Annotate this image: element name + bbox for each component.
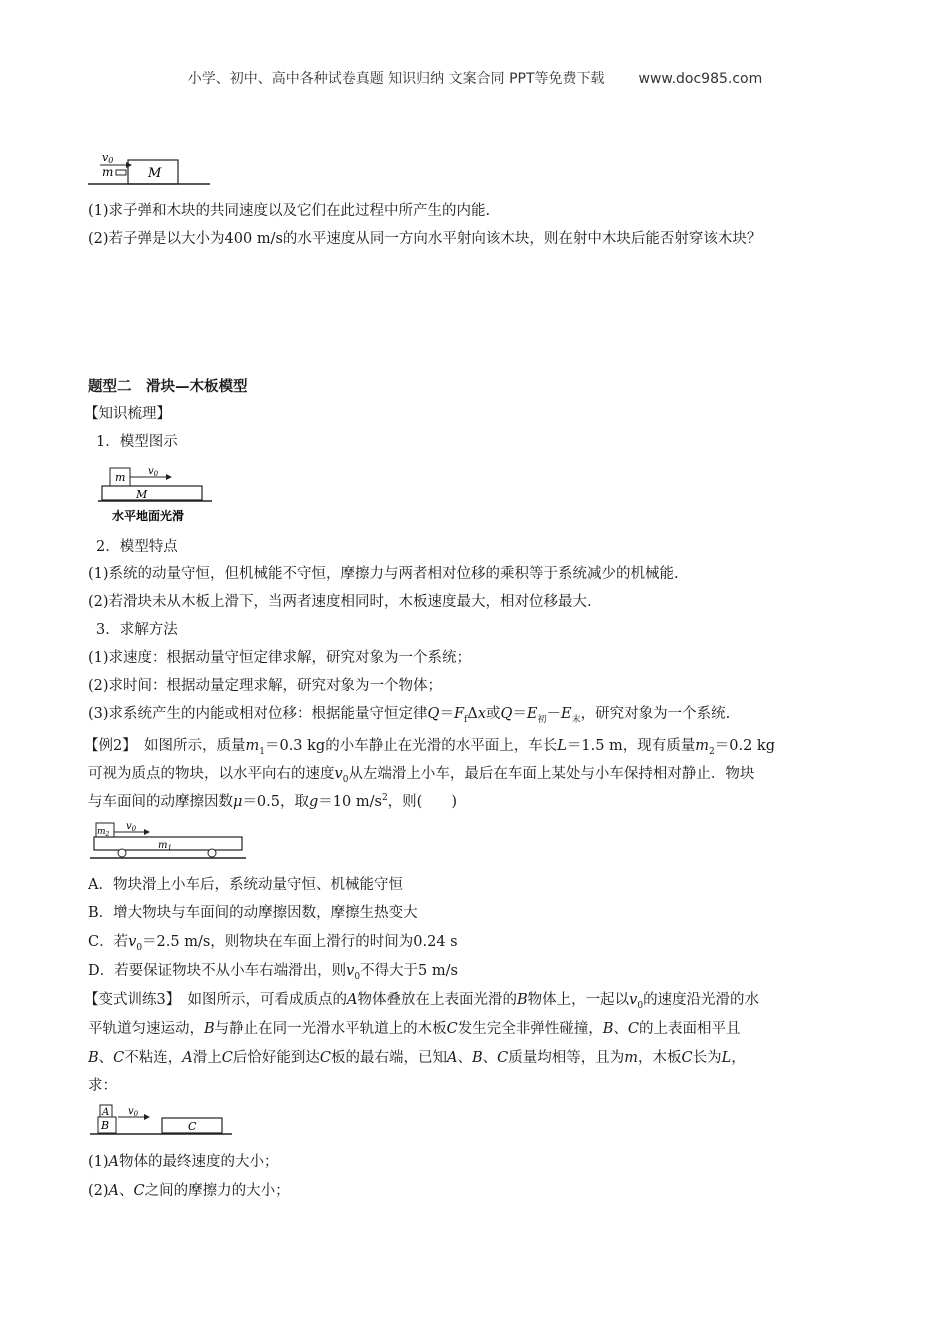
variant3-q2: (2)A、C之间的摩擦力的大小； <box>88 1183 290 1199</box>
fig2-v-label: $v_0$ <box>148 466 159 478</box>
figure-bullet-block <box>88 148 218 188</box>
fig3-wheel-right <box>208 849 216 857</box>
variant3-line3: B、C不粘连，A滑上C后恰好能到达C板的最右端，已知A、B、C质量均相等，且为m，木板C长为L， <box>88 1050 746 1066</box>
fig4-label-b: B <box>101 1119 110 1132</box>
fig3-wheel-left <box>118 849 126 857</box>
fig2-board-label: M <box>136 488 148 501</box>
fig1-bullet <box>116 170 126 175</box>
fig2-slider-label: m <box>115 471 126 484</box>
method-1: (1)求速度：根据动量守恒定律求解，研究对象为一个系统； <box>88 650 472 666</box>
item2-heading: 2．模型特点 <box>96 539 178 555</box>
q1-part1: (1)求子弹和木块的共同速度以及它们在此过程中所产生的内能. <box>88 203 491 219</box>
variant3-line4: 求： <box>88 1078 117 1094</box>
arrow-head-icon <box>166 474 172 480</box>
item1-heading: 1．模型图示 <box>96 434 178 450</box>
arrow-head-icon <box>144 829 150 835</box>
fig2-board <box>102 486 202 500</box>
example2-line3: 与车面间的动摩擦因数μ＝0.5，取g＝10 $m/s^2$，则( ) <box>88 793 457 810</box>
feature-1: (1)系统的动量守恒，但机械能不守恒，摩擦力与两者相对位移的乘积等于系统减少的机械能. <box>88 566 679 582</box>
variant3-line1: 【变式训练3】 如图所示，可看成质点的A物体叠放在上表面光滑的B物体上，一起以$v_0$的速度沿光滑的水 <box>84 992 760 1011</box>
fig1-bullet-label: m <box>102 165 114 179</box>
example2-line2: 可视为质点的物块，以水平向右的速度$v_0$从左端滑上小车，最后在车面上某处与小车保持相对静止．物块 <box>88 766 755 785</box>
fig3-v-label: $v_0$ <box>126 821 137 833</box>
knowledge-heading: 【知识梳理】 <box>84 406 171 422</box>
figure-abc <box>90 1102 240 1138</box>
fig3-cart-label: $m_1$ <box>158 840 172 852</box>
fig3-block-label: $m_2$ <box>97 827 110 838</box>
example2-line1: 【例2】 如图所示，质量$m_1=0.3$ kg的小车静止在光滑的水平面上，车长L＝1.5 m，现有质量$m_2=0.2$ kg <box>84 738 776 757</box>
arrow-head-icon <box>144 1114 150 1120</box>
q1-part2: (2)若子弹是以大小为400 m/s的水平速度从同一方向水平射向该木块，则在射中木块后能否射穿该木块？ <box>88 231 762 247</box>
option-d: D．若要保证物块不从小车右端滑出，则$v_0$不得大于5 m/s <box>88 963 458 982</box>
fig1-block-label: M <box>148 166 162 181</box>
header-site: www.doc985.com <box>638 71 763 87</box>
option-c: C．若$v_0=2.5$ m/s，则物块在车面上滑行的时间为0.24 s <box>88 934 458 953</box>
option-a: A．物块滑上小车后，系统动量守恒、机械能守恒 <box>88 877 403 893</box>
header-text: 小学、初中、高中各种试卷真题 知识归纳 文案合同 PPT等免费下载 <box>187 71 605 87</box>
feature-2: (2)若滑块未从木板上滑下，当两者速度相同时，木板速度最大，相对位移最大. <box>88 594 592 610</box>
variant3-q1: (1)A物体的最终速度的大小； <box>88 1154 279 1170</box>
variant3-line2: 平轨道匀速运动，B与静止在同一光滑水平轨道上的木板C发生完全非弹性碰撞，B、C的上表面相平且 <box>88 1021 741 1037</box>
method-3: (3)求系统产生的内能或相对位移：根据能量守恒定律$Q=F_f\Delta x$或$Q=E_初-E_末$，研究对象为一个系统. <box>88 706 731 725</box>
fig4-label-c: C <box>188 1120 197 1133</box>
fig1-v-label: v0 <box>102 151 114 165</box>
fig4-v-label: $v_0$ <box>128 1106 139 1118</box>
item3-heading: 3．求解方法 <box>96 622 178 638</box>
fig2-caption: 水平地面光滑 <box>112 509 185 523</box>
page-header <box>0 68 950 88</box>
figure-slider-board <box>98 462 228 526</box>
arrow-head-icon <box>126 162 132 168</box>
option-b: B．增大物块与车面间的动摩擦因数，摩擦生热变大 <box>88 905 418 921</box>
method-2: (2)求时间：根据动量定理求解，研究对象为一个物体； <box>88 678 443 694</box>
section2-title: 题型二 滑块—木板模型 <box>88 379 248 395</box>
fig4-label-a: A <box>102 1107 110 1118</box>
figure-block-cart <box>90 818 250 862</box>
